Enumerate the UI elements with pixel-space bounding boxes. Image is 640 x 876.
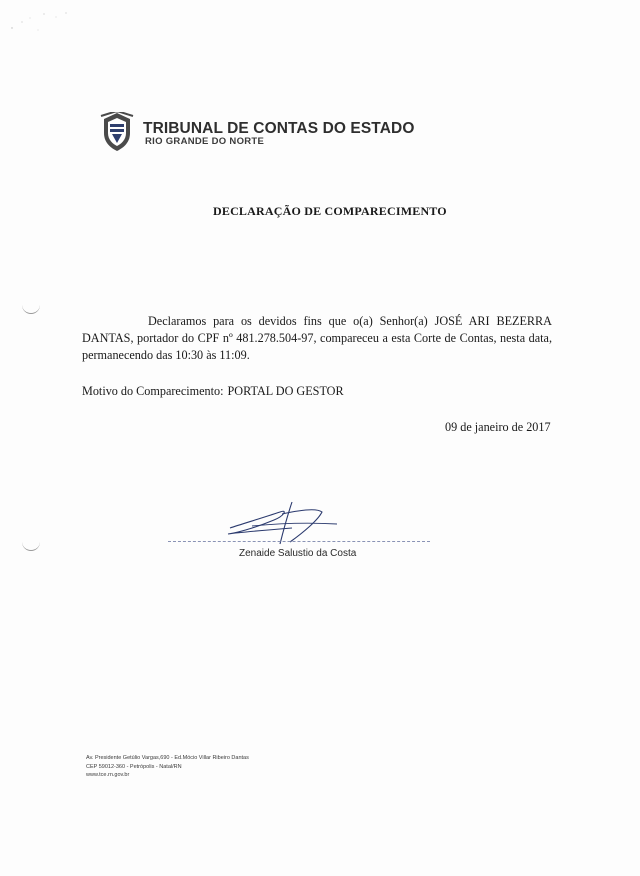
punch-hole-mark	[22, 540, 40, 551]
visit-reason-value: PORTAL DO GESTOR	[227, 384, 344, 398]
visit-reason-label: Motivo do Comparecimento:	[82, 384, 224, 398]
footer-address	[86, 754, 249, 780]
declaration-body	[82, 313, 552, 364]
declaration-paragraph: Declaramos para os devidos fins que o(a) Senhor(a) JOSÉ ARI BEZERRA DANTAS, portador do CPF nº 481.278.504-97, compareceu a esta Corte de Contas, nesta data, permanecendo das 10:30 às 11:09.	[82, 314, 552, 362]
punch-hole-mark	[22, 303, 40, 314]
document-date: 09 de janeiro de 2017	[445, 420, 551, 434]
footer-address-line: Av. Presidente Getúlio Vargas,690 - Ed.Mócio Villar Ribeiro Dantas	[86, 755, 249, 761]
scan-noise	[8, 8, 78, 38]
org-name: TRIBUNAL DE CONTAS DO ESTADO	[143, 120, 415, 137]
signature-line	[168, 541, 430, 542]
document-title: DECLARAÇÃO DE COMPARECIMENTO	[213, 204, 447, 218]
org-subtitle: RIO GRANDE DO NORTE	[145, 136, 265, 147]
footer-website: www.tce.rn.gov.br	[86, 772, 130, 778]
footer-address-line: CEP 59012-360 - Petrópolis - Natal/RN	[86, 763, 182, 770]
visit-reason	[82, 384, 344, 399]
signer-name: Zenaide Salustio da Costa	[239, 548, 357, 559]
tce-shield-logo-icon	[100, 112, 134, 152]
